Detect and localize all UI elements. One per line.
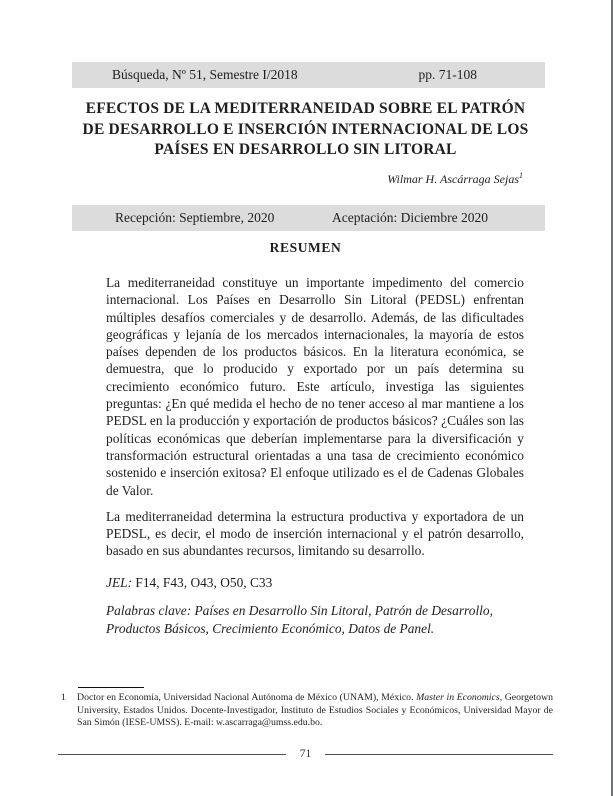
author-name: Wilmar H. Ascárraga Sejas	[387, 172, 519, 186]
journal-issue-info: Búsqueda, Nº 51, Semestre I/2018	[112, 67, 298, 82]
author-byline	[387, 171, 523, 187]
footnote-separator	[78, 687, 144, 688]
page-range: pp. 71-108	[418, 67, 477, 82]
footer-rule-right	[325, 754, 553, 755]
journal-header-bar	[72, 62, 545, 88]
article-title-line-3: PAÍSES EN DESARROLLO SIN LITORAL	[154, 141, 457, 158]
article-title	[36, 99, 575, 161]
article-title-line-2: DE DESARROLLO E INSERCIÓN INTERNACIONAL DE LOS	[82, 120, 529, 138]
footnote-text	[77, 692, 553, 730]
reception-date: Recepción: Septiembre, 2020	[115, 210, 275, 225]
footer-rule-left	[58, 754, 286, 755]
jel-codes: F14, F43, O43, O50, C33	[132, 574, 273, 590]
abstract-paragraph-1: La mediterraneidad constituye un importante impedimento del comercio internacional. Los Países en Desarrollo Sin Litoral (PEDSL) enfrentan múltiples desafíos comerciales y de desarrollo. Además, de las dificultades geográficas y lejanía de los mercados internacionales, la mayoría de estos países dependen de los productos básicos. En la literatura económica, se demuestra, que lo producido y exportado por un país determina su crecimiento económico futuro. Este artículo, investiga las siguientes preguntas: ¿En qué medida el hecho de no tener acceso al mar mantiene a los PEDSL en la producción y exportación de productos básicos? ¿Cuáles son las políticas económicas que deberían implementarse para la diversificación y transformación estructural orientadas a una tasa de crecimiento económico sostenido e inserción exitosa? El enfoque utilizado es el de Cadenas Globales de Valor.	[106, 275, 524, 498]
acceptance-date: Aceptación: Diciembre 2020	[332, 210, 488, 225]
page-number: 71	[299, 748, 312, 760]
dates-bar	[72, 205, 545, 231]
author-footnote	[61, 692, 553, 730]
jel-classification	[106, 574, 524, 591]
page-footer	[58, 748, 553, 760]
jel-label: JEL:	[106, 574, 133, 590]
footnote-text-part1: Doctor en Economía, Universidad Nacional Autónoma de México (UNAM), México.	[77, 692, 417, 703]
author-footnote-mark: 1	[519, 171, 523, 180]
footnote-text-part2: , Georgetown University, Estados Unidos. Docente-Investigador, Instituto de Estudios Sociales y Económicos, Universidad Mayor de San Simón (IESE-UMSS). E-mail: w.ascarraga@umss.edu.bo.	[77, 692, 553, 729]
footnote-text-italic: Master in Economics	[416, 692, 500, 703]
keywords: Palabras clave: Países en Desarrollo Sin Litoral, Patrón de Desarrollo, Productos Básicos, Crecimiento Económico, Datos de Panel.	[106, 603, 493, 636]
footnote-number: 1	[61, 692, 66, 703]
article-title-line-1: EFECTOS DE LA MEDITERRANEIDAD SOBRE EL PATRÓN	[85, 100, 526, 117]
abstract-paragraph-2: La mediterraneidad determina la estructura productiva y exportadora de un PEDSL, es decir, el modo de inserción internacional y el patrón desarrollo, basado en sus abundantes recursos, limitando su desarrollo.	[106, 508, 524, 559]
abstract-heading: RESUMEN	[269, 240, 342, 255]
abstract-body	[106, 274, 524, 637]
